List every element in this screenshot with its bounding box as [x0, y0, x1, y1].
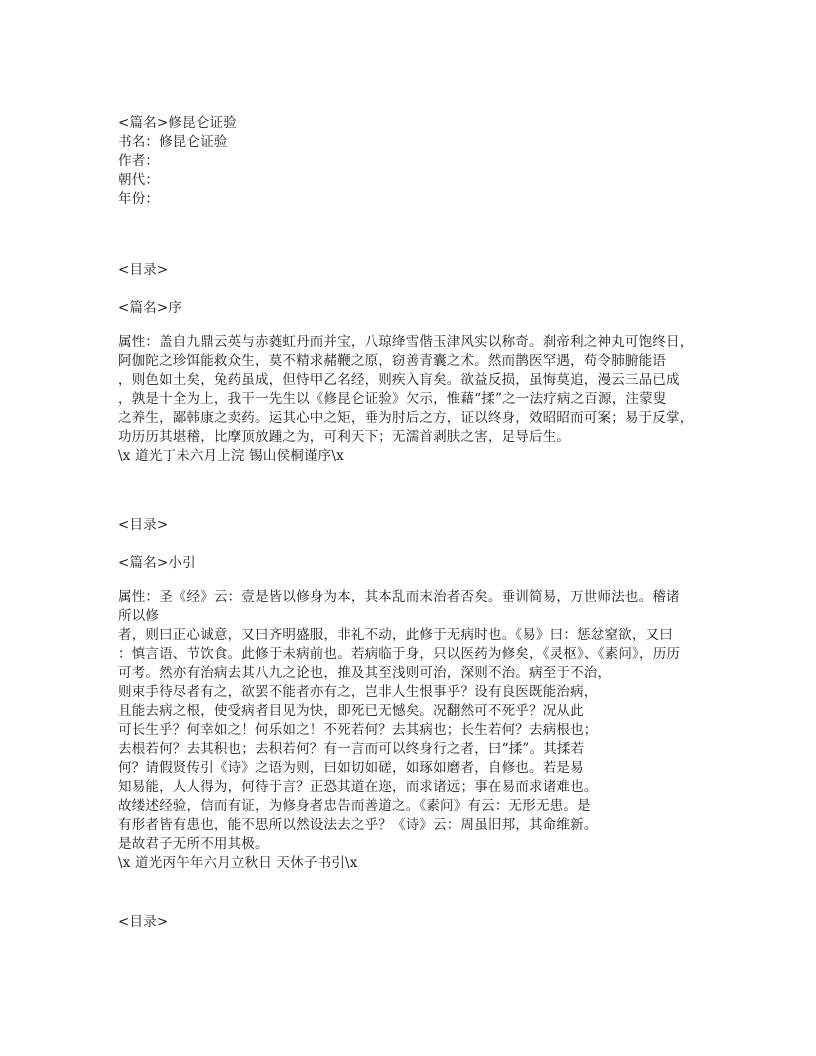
signature-line: \x 道光丙午年六月立秋日 天休子书引\x: [118, 855, 358, 871]
text-line: 阿伽陀之珍饵能救众生，莫不精求赭鞭之原，窃善青囊之术。然而鹊医罕遇，苟令肺腑能语: [118, 353, 666, 369]
text-line: 是故君子无所不用其极。: [118, 836, 269, 852]
text-line: 可考。然亦有治病去其八九之论也，推及其至浅则可治，深则不治。病至于不治，: [118, 665, 612, 681]
text-line: ，孰是十全为上，我干一先生以《修昆仑证验》欠示，惟藉“揉”之一法疗病之百源，注蒙叟: [118, 391, 667, 407]
toc-marker: <目录>: [118, 517, 169, 533]
chapter-title: <篇名>修昆仑证验: [118, 115, 237, 131]
text-line: 属性：盖自九鼎云英与赤蕤虹丹而并宝，八琼绛雪偕玉津风实以称奇。刹帝利之神丸可饱终日，: [118, 334, 694, 350]
text-line: 且能去病之根，使受病者目见为快，即死已无憾矣。况翻然可不死乎？况从此: [118, 703, 584, 719]
text-line: 何？请假贤传引《诗》之语为则，曰如切如磋，如琢如磨者，自修也。若是易: [118, 760, 584, 776]
text-line: 功历历其堪稽，比摩顶放踵之为，可利天下；无濡首剥肤之害，足导后生。: [118, 429, 571, 445]
text-line: 所以修: [118, 608, 160, 624]
toc-marker: <目录>: [118, 262, 169, 278]
author: 作者：: [118, 153, 160, 169]
chapter-heading: <篇名>小引: [118, 555, 196, 571]
text-line: 则束手待尽者有之，欲罢不能者亦有之，岂非人生恨事乎？设有良医既能治病，: [118, 684, 598, 700]
text-line: ：慎言语、节饮食。此修于未病前也。若病临于身，只以医药为修矣，《灵枢》、《素问》，历历: [118, 646, 681, 662]
year: 年份：: [118, 191, 160, 207]
text-line: 者，则曰正心诚意，又曰齐明盛服，非礼不动，此修于无病时也。《易》曰：惩忿窒欲，又曰: [118, 627, 673, 643]
toc-marker: <目录>: [118, 914, 169, 930]
signature-line: \x 道光丁未六月上浣 锡山侯桐谨序\x: [118, 448, 344, 464]
text-line: 有形者皆有患也，能不思所以然设法去之乎？《诗》云：周虽旧邦，其命维新。: [118, 817, 598, 833]
text-line: ，则色如土矣，兔药虽成，但恃甲乙名经，则疾入肓矣。欲益反损，虽悔莫追，漫云三品已成: [118, 372, 680, 388]
chapter-heading: <篇名>序: [118, 300, 183, 316]
dynasty: 朝代：: [118, 172, 160, 188]
text-line: 之养生，鄙韩康之卖药。运其心中之矩，垂为肘后之方，证以终身，效昭昭而可案；易于反掌，: [118, 410, 694, 426]
book-name: 书名：修昆仑证验: [118, 134, 228, 150]
text-line: 故缕述经验，信而有证，为修身者忠告而善道之。《素问》有云：无形无患。是: [118, 798, 591, 814]
text-line: 知易能，人人得为，何待于言？正恐其道在迩，而求诸远；事在易而求诸难也。: [118, 779, 598, 795]
text-line: 属性：圣《经》云：壹是皆以修身为本，其本乱而末治者否矣。垂训简易，万世师法也。稽诸: [118, 589, 680, 605]
text-line: 可长生乎？何幸如之！何乐如之！不死若何？去其病也；长生若何？去病根也；: [118, 722, 598, 738]
text-line: 去根若何？去其积也；去积若何？有一言而可以终身行之者，曰“揉”。其揉若: [118, 741, 585, 757]
